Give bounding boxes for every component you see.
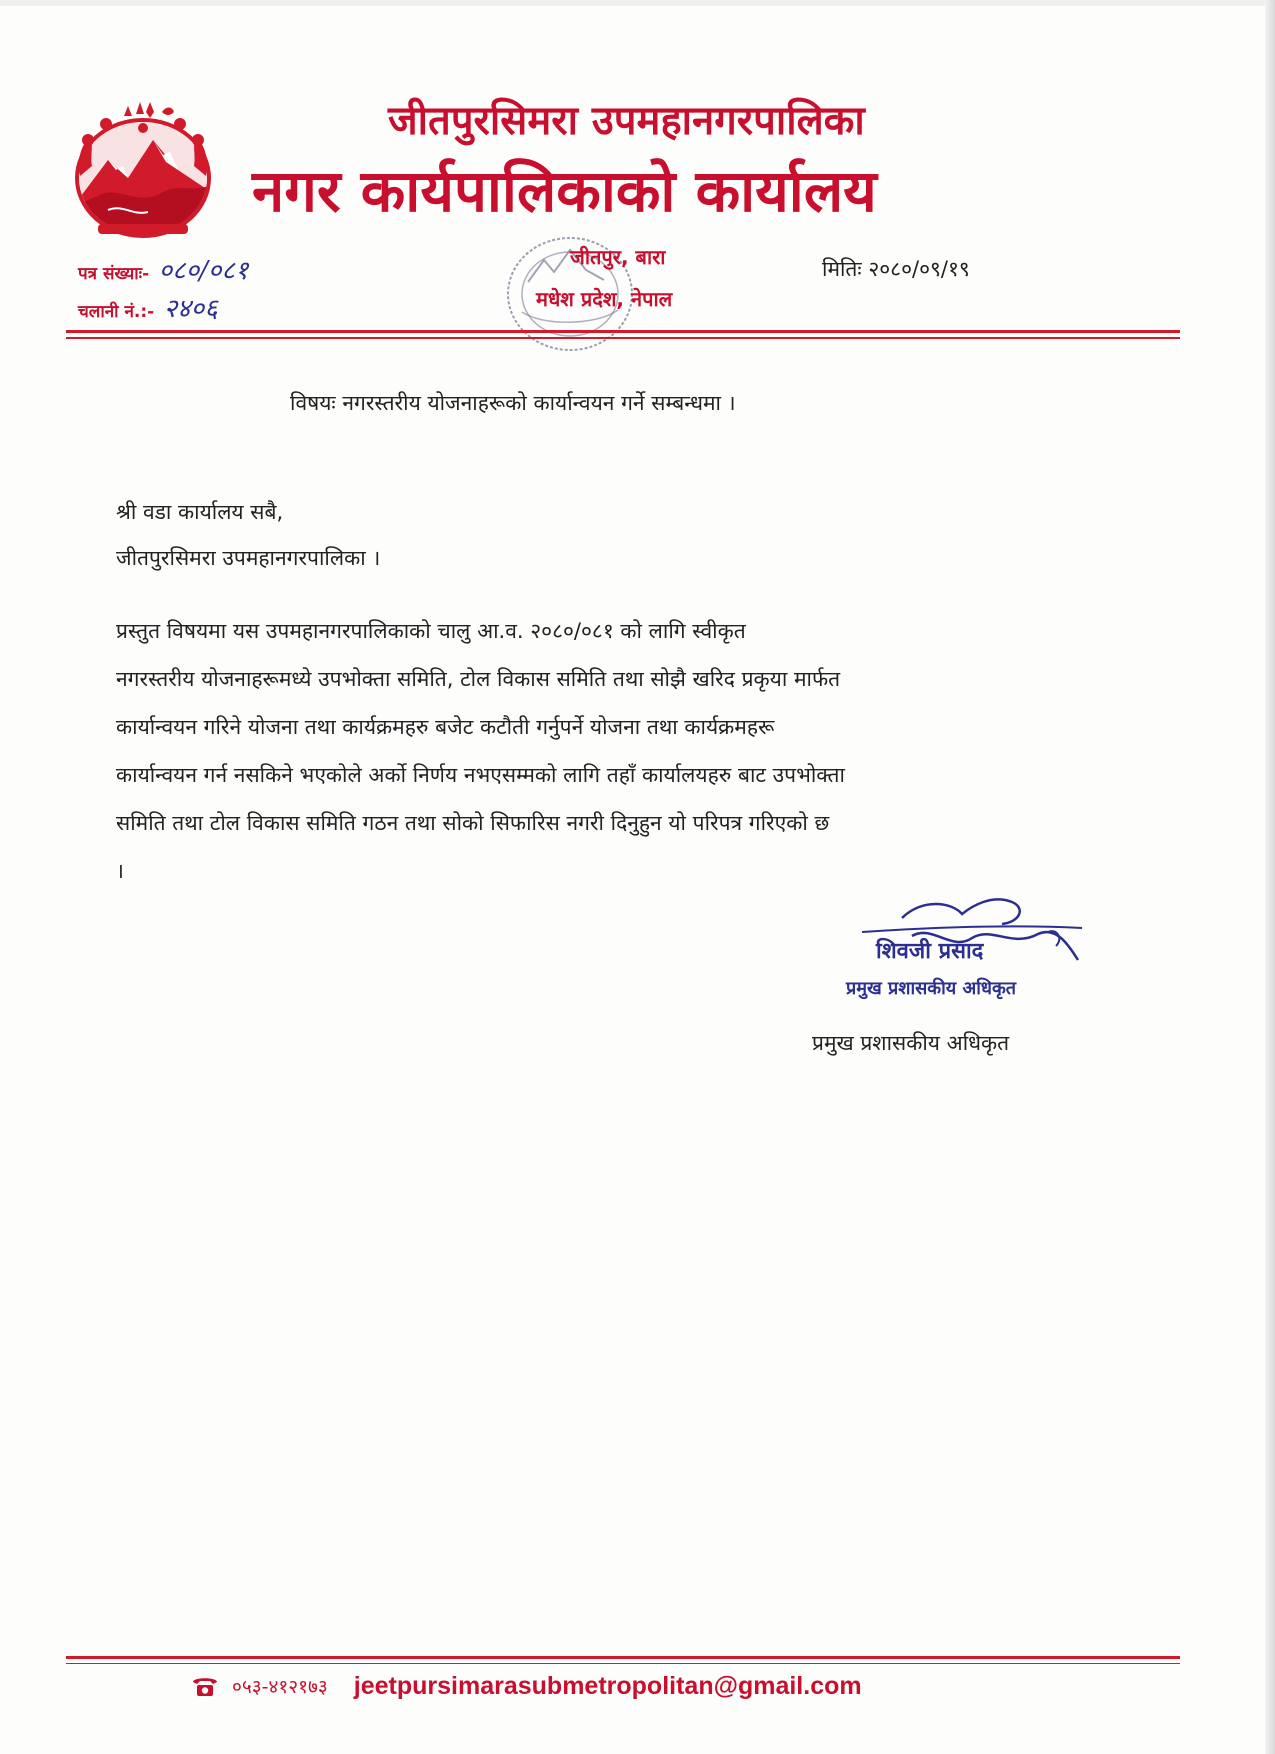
footer-phone: ०५३-४१२१७३ (232, 1676, 328, 1698)
office-name: नगर कार्यपालिकाको कार्यालय (252, 157, 877, 225)
footer-divider (66, 1656, 1180, 1659)
seal-line-location: जीतपुर, बारा (570, 245, 666, 269)
signatory-title: प्रमुख प्रशासकीय अधिकृत (812, 1031, 1010, 1055)
municipality-name: जीतपुरसिमरा उपमहानगरपालिका (388, 98, 865, 144)
signature-name-stamp: शिवजी प्रसाद (876, 939, 984, 964)
chalani-label: चलानी नं.:- (78, 302, 155, 322)
chalani-row (78, 296, 218, 325)
page-right-edge (1265, 0, 1275, 1754)
body-line (116, 760, 1066, 790)
telephone-icon (190, 1674, 220, 1698)
nepal-emblem-icon (68, 100, 218, 240)
patra-sankhya-label: पत्र संख्याः- (78, 264, 150, 284)
page-top-edge (0, 0, 1275, 6)
body-line (116, 616, 1066, 646)
footer-divider-secondary (66, 1663, 1180, 1664)
body-line-text: नगरस्तरीय योजनाहरूमध्ये उपभोक्ता समिति, टोल विकास समिति तथा सोझै खरिद प्रकृया मार्फत (116, 667, 841, 691)
body-line-text: कार्यान्वयन गरिने योजना तथा कार्यक्रमहरु बजेट कटौती गर्नुपर्ने योजना तथा कार्यक्रमहरू (116, 715, 775, 739)
body-line (116, 664, 1066, 694)
chalani-value: २४०६ (163, 294, 218, 324)
body-line-text: समिति तथा टोल विकास समिति गठन तथा सोको सिफारिस नगरी दिनुहुन यो परिपत्र गरिएको छ (116, 811, 830, 835)
body-line-text: कार्यान्वयन गर्न नसकिने भएकोले अर्को निर्णय नभएसम्मको लागि तहाँ कार्यालयहरु बाट उपभोक्ता (116, 763, 845, 787)
recipient-line-2: जीतपुरसिमरा उपमहानगरपालिका । (116, 546, 381, 570)
patra-sankhya-value: ०८०/०८१ (158, 256, 249, 286)
body-line-text: । (116, 859, 124, 883)
body-line (116, 808, 1066, 838)
body-line-text: प्रस्तुत विषयमा यस उपमहानगरपालिकाको चालु आ.व. २०८०/०८१ को लागि स्वीकृत (116, 619, 746, 643)
body-line (116, 712, 1066, 742)
letter-subject: विषयः नगरस्तरीय योजनाहरूको कार्यान्वयन गर्ने सम्बन्धमा । (290, 391, 736, 415)
body-line (116, 856, 1066, 886)
patra-sankhya-row (78, 258, 248, 287)
footer-email[interactable]: jeetpursimarasubmetropolitan@gmail.com (353, 1671, 862, 1700)
header-divider (66, 330, 1180, 333)
seal-line-province: मधेश प्रदेश, नेपाल (536, 287, 673, 311)
signature-title-stamp: प्रमुख प्रशासकीय अधिकृत (846, 978, 1017, 999)
letter-date: मितिः २०८०/०९/१९ (822, 257, 970, 281)
header-divider-secondary (66, 337, 1180, 339)
footer-contact (190, 1668, 862, 1704)
recipient-line-1: श्री वडा कार्यालय सबै, (116, 500, 284, 524)
